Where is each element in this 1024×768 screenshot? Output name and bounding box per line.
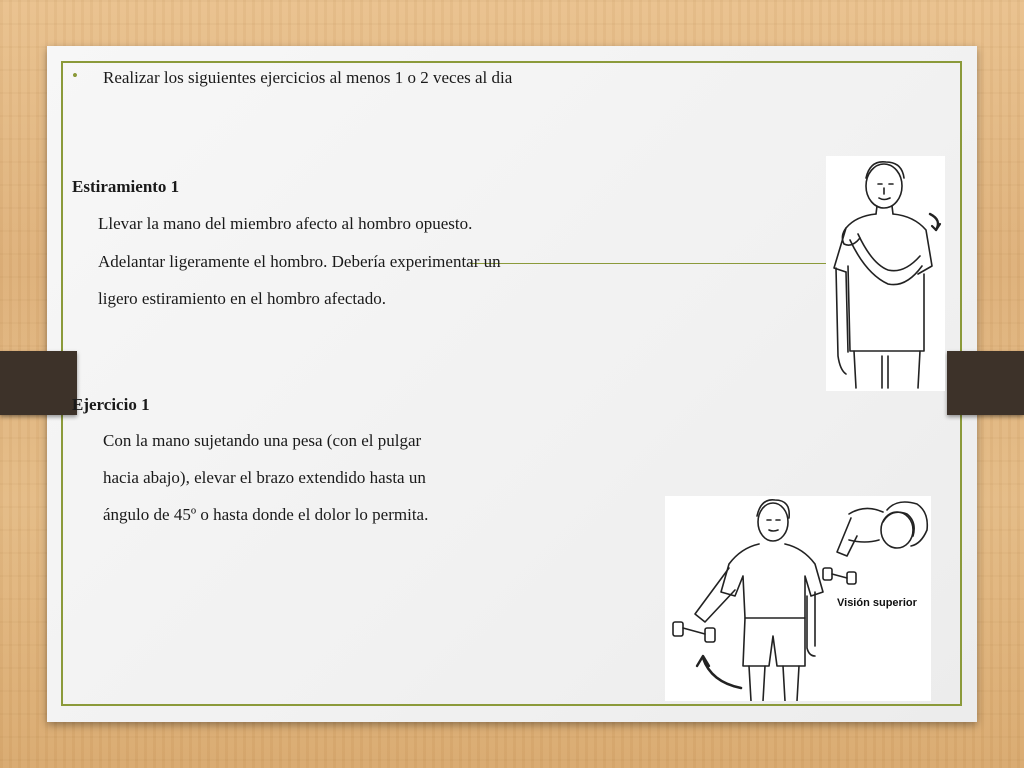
left-tab-decoration — [0, 351, 77, 415]
dumbbell-exercise-illustration — [665, 496, 931, 701]
bullet-dot-icon: • — [72, 66, 78, 85]
top-view-caption: Visión superior — [837, 597, 917, 609]
section1-line: Llevar la mano del miembro afecto al hombro opuesto. — [98, 214, 473, 233]
section2-line: ángulo de 45º o hasta donde el dolor lo permita. — [103, 505, 429, 524]
divider-line — [470, 263, 830, 264]
section2-line: Con la mano sujetando una pesa (con el pulgar — [103, 431, 422, 450]
section2-heading: Ejercicio 1 — [72, 395, 150, 414]
section1-line: Adelantar ligeramente el hombro. Debería experimentar un — [98, 252, 501, 271]
section1-heading: Estiramiento 1 — [72, 177, 180, 196]
section1-line: ligero estiramiento en el hombro afectado. — [98, 289, 386, 308]
intro-text: Realizar los siguientes ejercicios al menos 1 o 2 veces al dia — [103, 68, 513, 87]
section2-line: hacia abajo), elevar el brazo extendido hasta un — [103, 468, 426, 487]
right-tab-decoration — [947, 351, 1024, 415]
shoulder-stretch-illustration — [826, 156, 945, 391]
